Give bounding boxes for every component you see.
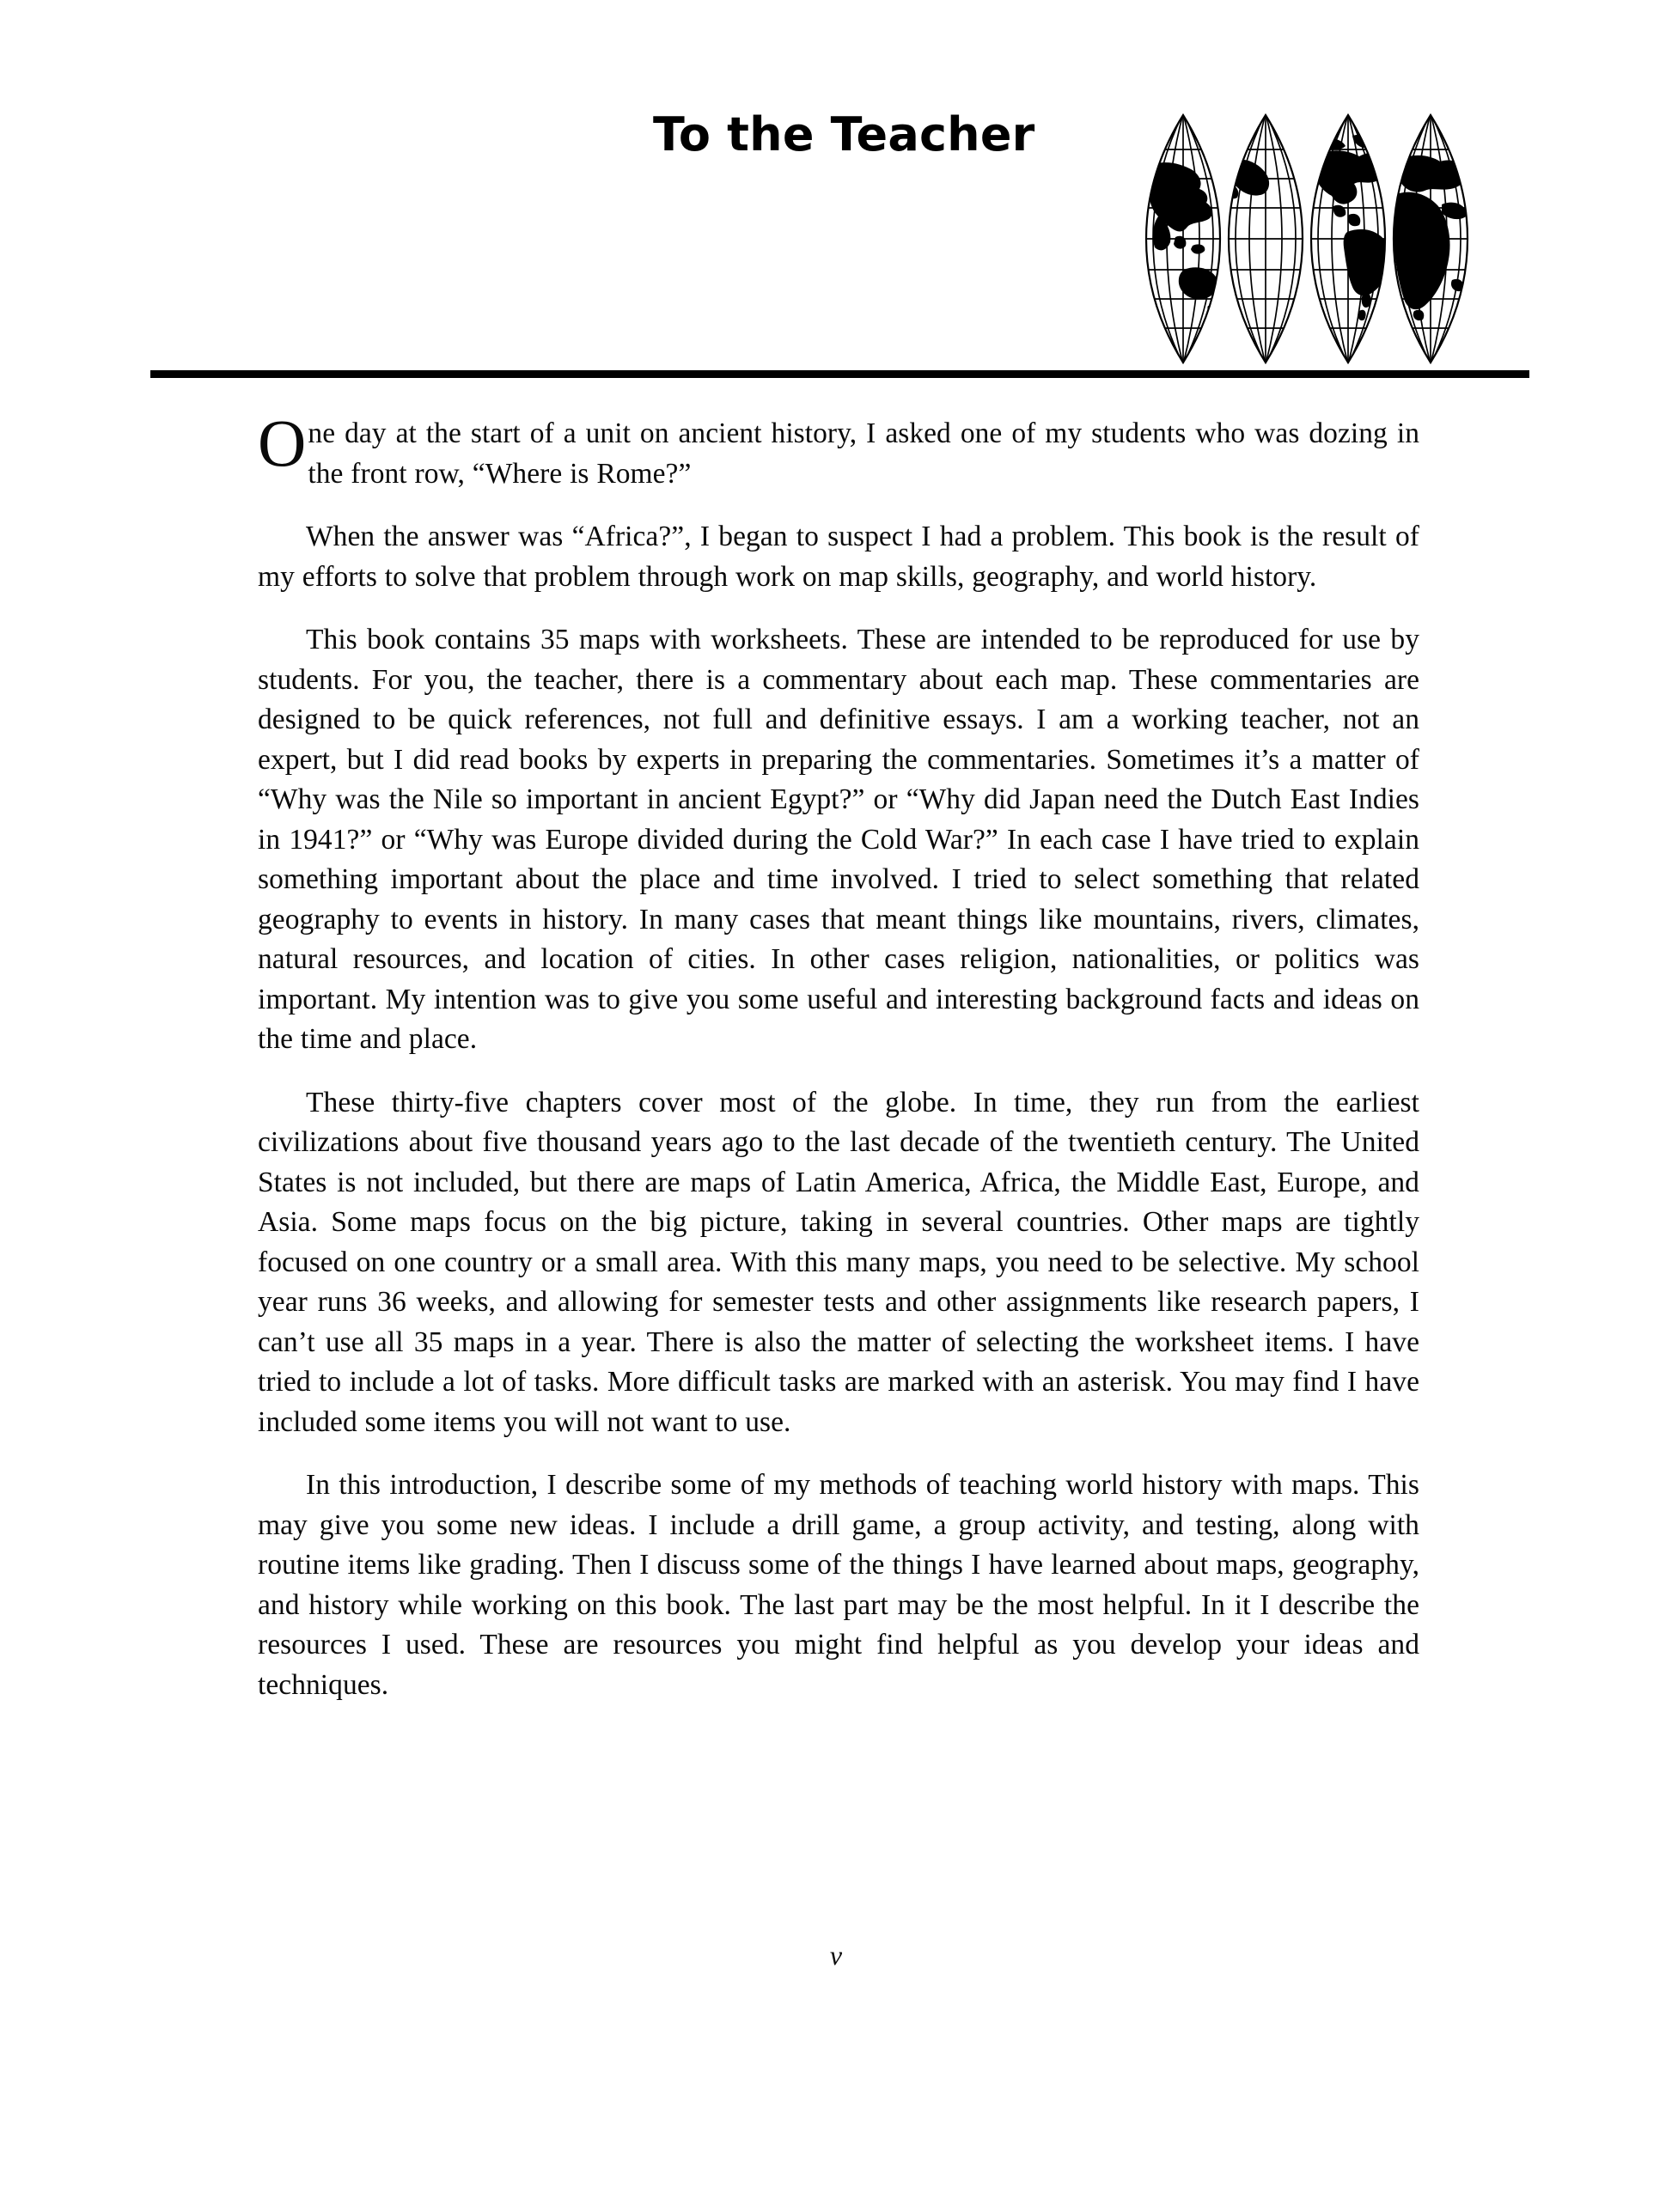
page-title: To the Teacher [653, 107, 1035, 161]
paragraph-scope: These thirty-five chapters cover most of the globe. In time, they run from the earliest civilizations about five thousand years ago to the last decade of the twentieth century. The United States is not included, but there are maps of Latin America, Africa, the Middle East, Europe, and Asia. Some maps focus on the big picture, taking in several countries. Other maps are tightly focused on one country or a small area. With this many maps, you need to be selective. My school year runs 36 weeks, and allowing for semester tests and other assignments like research papers, I can’t use all 35 maps in a year. There is also the matter of selecting the worksheet items. I have tried to include a lot of tasks. More difficult tasks are marked with an asterisk. You may find I have included some items you will not want to use. [258, 1086, 1419, 1438]
paragraph-contents: This book contains 35 maps with worksheets. These are intended to be reproduced for use by students. For you, the teacher, there is a commentary about each map. These commentaries are designed to be quick references, not full and definitive essays. I am a working teacher, not an expert, but I did read books by experts in preparing the commentaries. Sometimes it’s a matter of “Why was the Nile so important in ancient Egypt?” or “Why did Japan need the Dutch East Indies in 1941?” or “Why was Europe divided during the Cold War?” In each case I have tried to explain something important about the place and time involved. I tried to select something that related geography to events in history. In many cases that meant things like mountains, rivers, climates, natural resources, and location of cities. In other cases religion, nationalities, or politics was important. My intention was to give you some useful and interesting background facts and ideas on the time and place. [258, 624, 1419, 1055]
drop-cap: O [258, 405, 307, 480]
page-header [0, 0, 1672, 387]
page-number-folio: v [829, 1940, 843, 1971]
paragraph-opening [258, 405, 1419, 494]
globe-gores-illustration [1143, 112, 1469, 366]
paragraph-problem: When the answer was “Africa?”, I began to suspect I had a problem. This book is the result of my efforts to solve that problem through work on map skills, geography, and world history. [258, 521, 1419, 593]
paragraph-text: ne day at the start of a unit on ancient history, I asked one of my students who was dozing in the front row, “Where is Rome?” [308, 417, 1419, 490]
body-text-column [258, 405, 1419, 1705]
header-divider-rule [150, 370, 1529, 378]
paragraph-introduction: In this introduction, I describe some of my methods of teaching world history with maps. This may give you some new ideas. I include a drill game, a group activity, and testing, along with routine items like grading. Then I discuss some of the things I have learned about maps, geography, and history while working on this book. The last part may be the most helpful. In it I describe the resources I used. These are resources you might find helpful as you develop your ideas and techniques. [258, 1469, 1419, 1701]
